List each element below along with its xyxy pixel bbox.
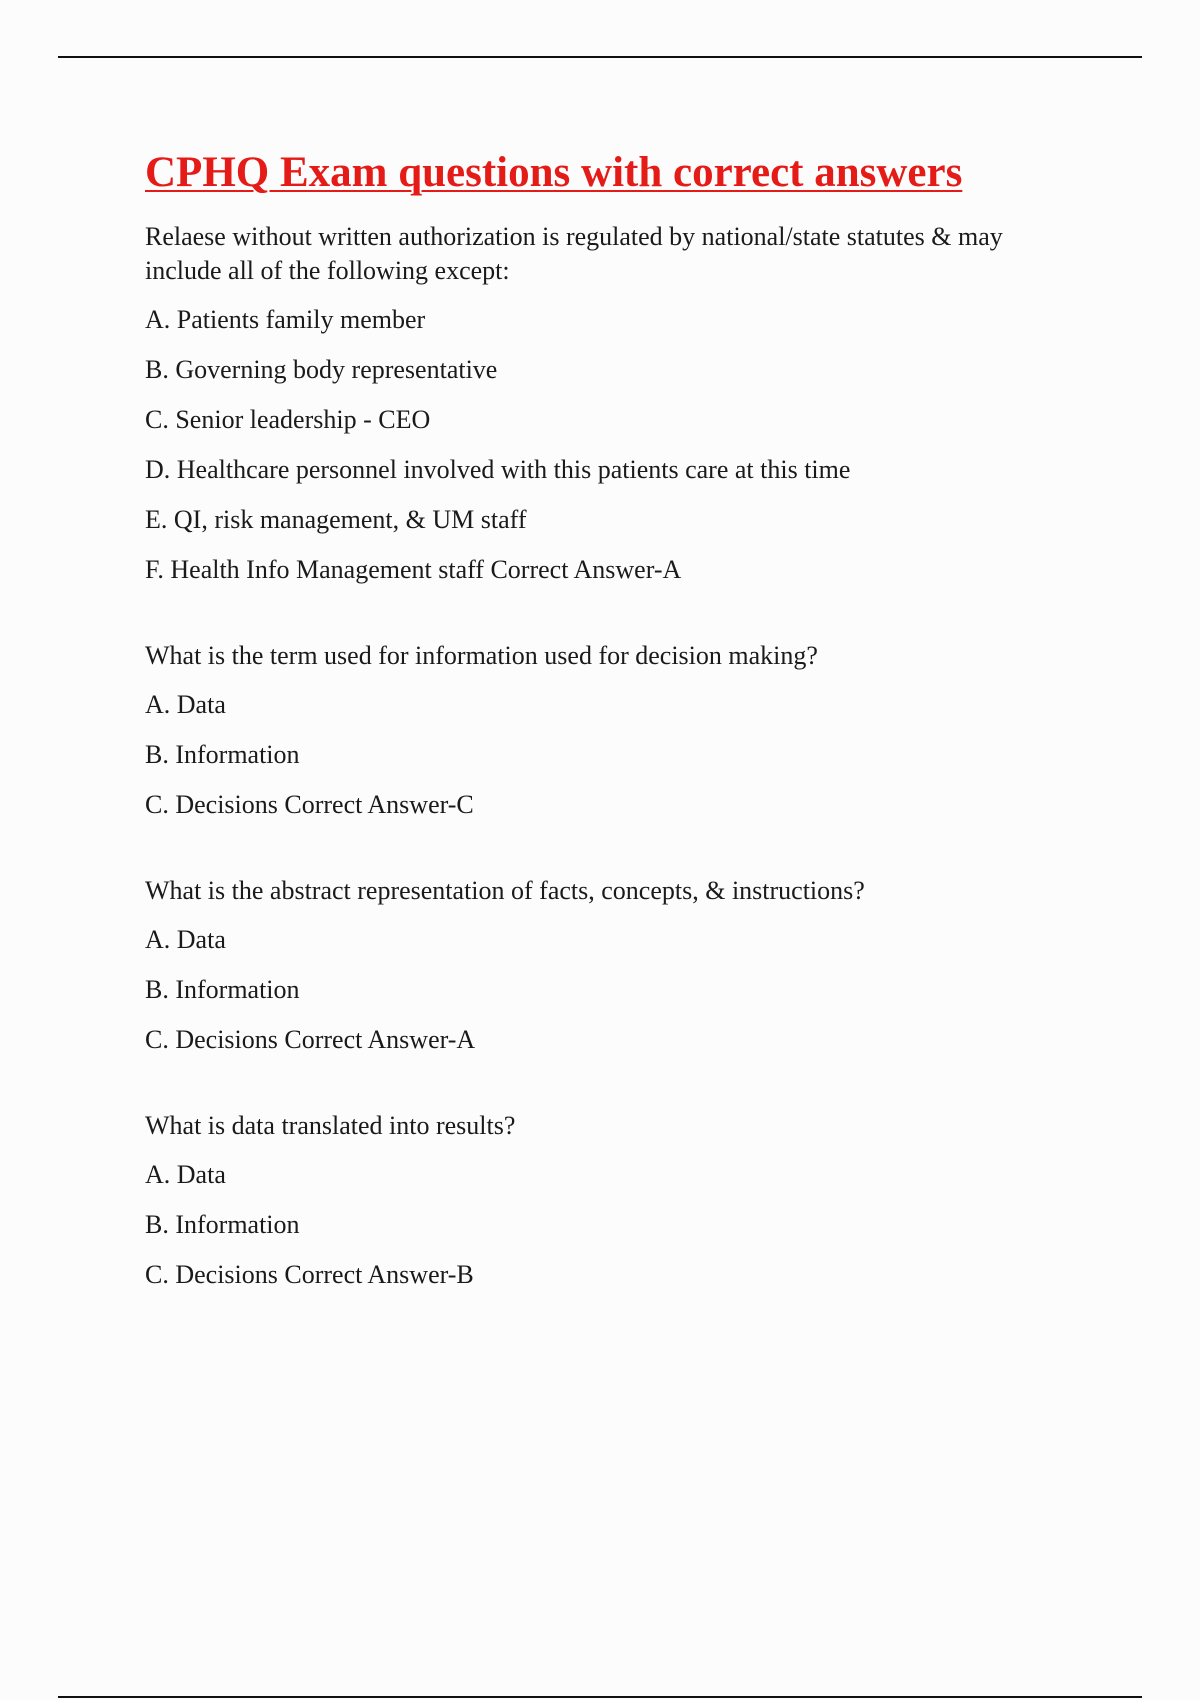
answer-option: C. Senior leadership - CEO — [145, 405, 431, 434]
answer-option: C. Decisions Correct Answer-B — [145, 1260, 474, 1289]
document-body — [145, 148, 1085, 1344]
answer-option: A. Data — [145, 925, 226, 954]
question-block — [145, 220, 1085, 587]
question-block — [145, 639, 1085, 822]
answer-option: B. Information — [145, 1210, 300, 1239]
answer-option: C. Decisions Correct Answer-A — [145, 1025, 476, 1054]
question-text: What is the abstract representation of facts, concepts, & instructions? — [145, 876, 865, 905]
answer-option: A. Data — [145, 1160, 226, 1189]
answer-option: D. Healthcare personnel involved with this patients care at this time — [145, 455, 851, 484]
question-text: Relaese without written authorization is regulated by national/state statutes & may include all of the following except: — [145, 222, 1003, 285]
bottom-divider — [58, 1696, 1142, 1698]
question-text: What is the term used for information used for decision making? — [145, 641, 818, 670]
question-text: What is data translated into results? — [145, 1111, 516, 1140]
answer-option: C. Decisions Correct Answer-C — [145, 790, 474, 819]
answer-option: B. Governing body representative — [145, 355, 498, 384]
top-divider — [58, 56, 1142, 58]
answer-option: E. QI, risk management, & UM staff — [145, 505, 527, 534]
answer-option: F. Health Info Management staff Correct Answer-A — [145, 555, 682, 584]
answer-option: A. Data — [145, 690, 226, 719]
answer-option: B. Information — [145, 740, 300, 769]
answer-option: B. Information — [145, 975, 300, 1004]
document-title: CPHQ Exam questions with correct answers — [145, 149, 963, 196]
answer-option: A. Patients family member — [145, 305, 426, 334]
question-block — [145, 874, 1085, 1057]
question-block — [145, 1109, 1085, 1292]
